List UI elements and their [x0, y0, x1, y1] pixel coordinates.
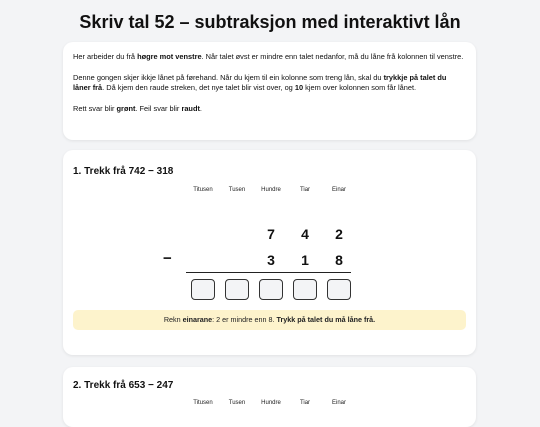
column-header-hundre: Hundre: [261, 187, 281, 193]
answer-box-hundre[interactable]: [259, 279, 283, 300]
column-header-tiar: Tiar: [299, 187, 311, 193]
column-header-einar: Einar: [331, 187, 346, 193]
task-card-1: [63, 150, 476, 355]
bottom-digit-einar: 8: [335, 252, 343, 268]
bottom-digit-hundre: 3: [267, 252, 275, 268]
bottom-digit-tiar: 1: [301, 252, 309, 268]
column-header-tusen: Tusen: [228, 400, 246, 406]
column-header-hundre: Hundre: [261, 400, 281, 406]
top-digit-tiar[interactable]: 4: [301, 226, 309, 242]
instructions-card: [63, 42, 476, 140]
instruction-paragraph-2: Denne gongen skjer ikkje lånet på førehand. Når du kjem til ein kolonne som treng lån, skal du trykkje på talet du låner frå. Då kjem den raude streken, det nye talet blir vist over, og 10 kjem over kolonnen som får lånet.: [73, 72, 447, 92]
column-header-einar: Einar: [331, 400, 346, 406]
answer-box-titusen[interactable]: [191, 279, 215, 300]
column-header-tiar: Tiar: [299, 400, 311, 406]
column-header-titusen: Titusen: [193, 187, 213, 193]
top-digit-einar[interactable]: 2: [335, 226, 343, 242]
answer-box-tiar[interactable]: [293, 279, 317, 300]
column-header-titusen: Titusen: [193, 400, 213, 406]
answer-box-tusen[interactable]: [225, 279, 249, 300]
hint-banner: Rekn einarane: 2 er mindre enn 8. Trykk på talet du må låne frå.: [73, 310, 466, 330]
answer-box-einar[interactable]: [327, 279, 351, 300]
subtraction-line: [186, 272, 351, 273]
instruction-paragraph-1: Her arbeider du frå høgre mot venstre. Når talet øvst er mindre enn talet nedanfor, må du låne frå kolonnen til venstre.: [73, 52, 464, 61]
column-header-tusen: Tusen: [228, 187, 246, 193]
minus-sign: −: [163, 250, 172, 267]
task-title: 2. Trekk frå 653 − 247: [73, 380, 174, 391]
top-digit-hundre[interactable]: 7: [267, 226, 275, 242]
task-title: 1. Trekk frå 742 − 318: [73, 166, 174, 177]
instruction-paragraph-3: Rett svar blir grønt. Feil svar blir raudt.: [73, 103, 202, 113]
task-card-2: [63, 367, 476, 427]
page-title: Skriv tal 52 – subtraksjon med interaktivt lån: [79, 12, 461, 32]
